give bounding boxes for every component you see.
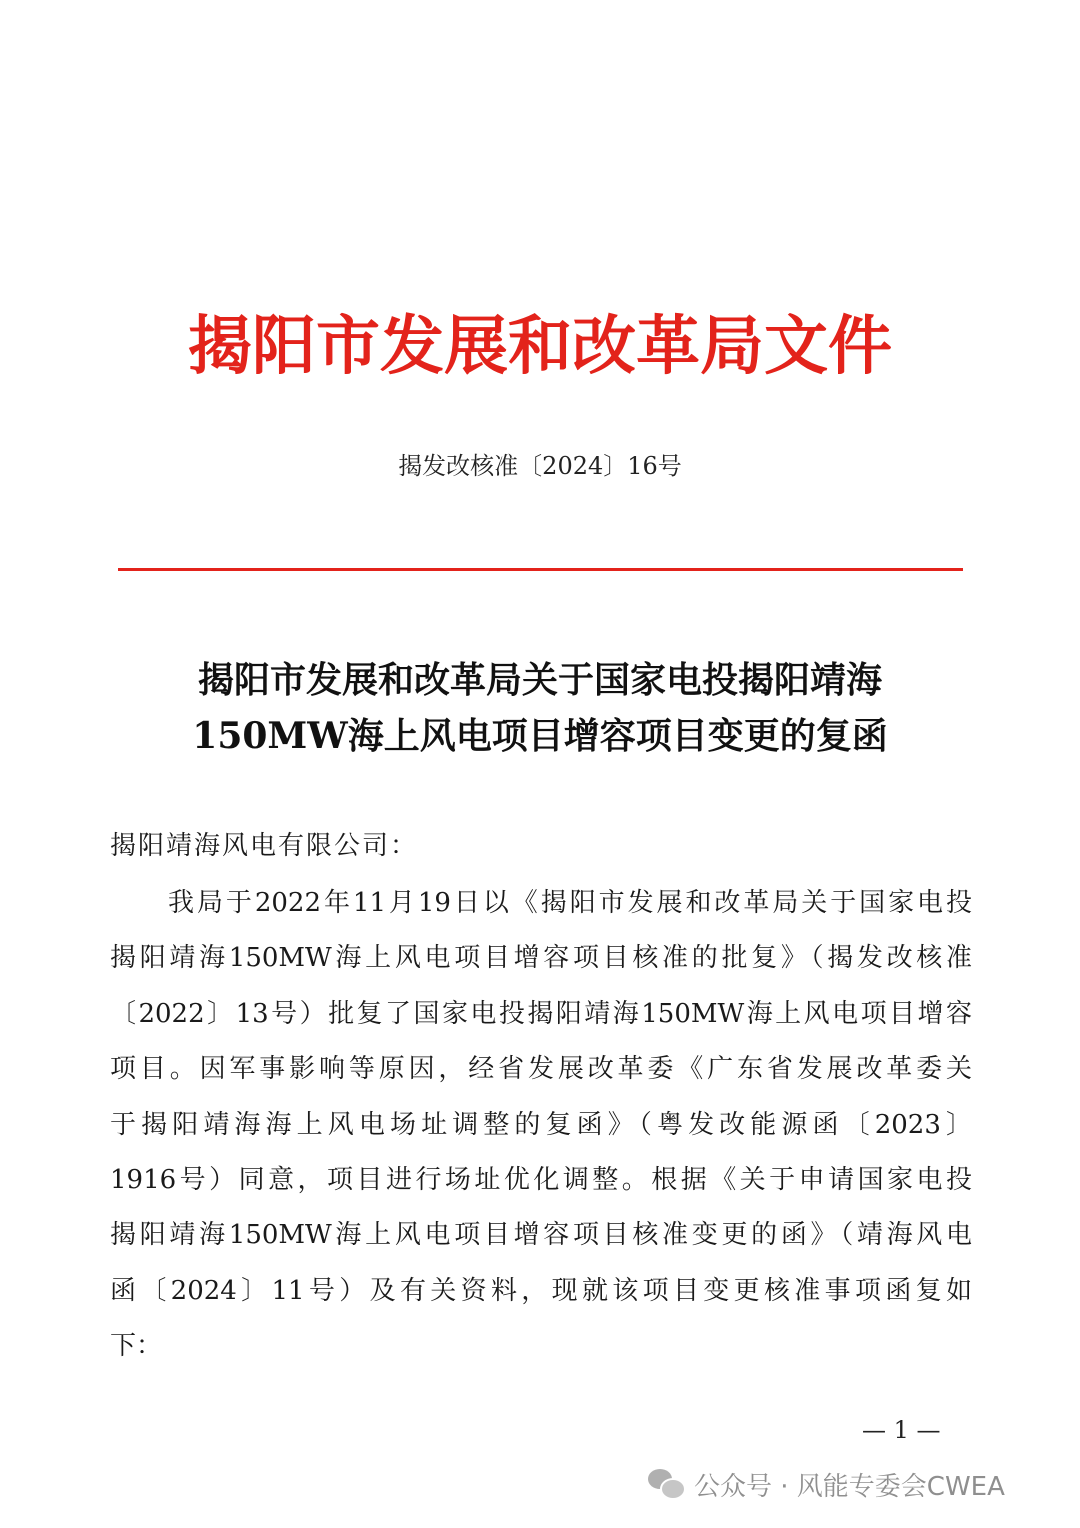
document-number: 揭发改核准〔2024〕16号 <box>398 452 682 480</box>
body-line: 项目。因军事影响等原因，经省发展改革委《广东省发展改革委关 <box>110 1054 972 1085</box>
wechat-watermark <box>648 1462 1005 1506</box>
body-line: 揭阳靖海150MW海上风电项目增容项目核准的批复》（揭发改核准 <box>110 943 972 974</box>
body-line: 于揭阳靖海海上风电场址调整的复函》（粤发改能源函〔2023〕 <box>110 1109 972 1140</box>
body-line: 下： <box>110 1331 163 1362</box>
letter-title-line: 150MW海上风电项目增容项目变更的复函 <box>192 715 888 757</box>
red-separator-line <box>118 568 963 571</box>
salutation: 揭阳靖海风电有限公司： <box>110 831 419 861</box>
body-paragraph <box>110 876 972 1375</box>
letter-title-line: 揭阳市发展和改革局关于国家电投揭阳靖海 <box>197 659 882 701</box>
wechat-chat-bubbles-icon <box>648 1469 684 1499</box>
page-number: — 1 — <box>862 1416 941 1444</box>
body-line: 1916号）同意，项目进行场址优化调整。根据《关于申请国家电投 <box>110 1165 972 1196</box>
watermark-text: 公众号 · 风能专委会CWEA <box>694 1471 1005 1502</box>
body-line: 揭阳靖海150MW海上风电项目增容项目核准变更的函》（靖海风电 <box>110 1220 972 1251</box>
body-line: 函〔2024〕11号）及有关资料，现就该项目变更核准事项函复如 <box>110 1275 972 1306</box>
body-line: 〔2022〕13号）批复了国家电投揭阳靖海150MW海上风电项目增容 <box>110 998 972 1029</box>
body-line: 我局于2022年11月19日以《揭阳市发展和改革局关于国家电投 <box>168 888 972 918</box>
issuer-header-title: 揭阳市发展和改革局文件 <box>188 309 892 384</box>
letter-title <box>0 652 1080 764</box>
